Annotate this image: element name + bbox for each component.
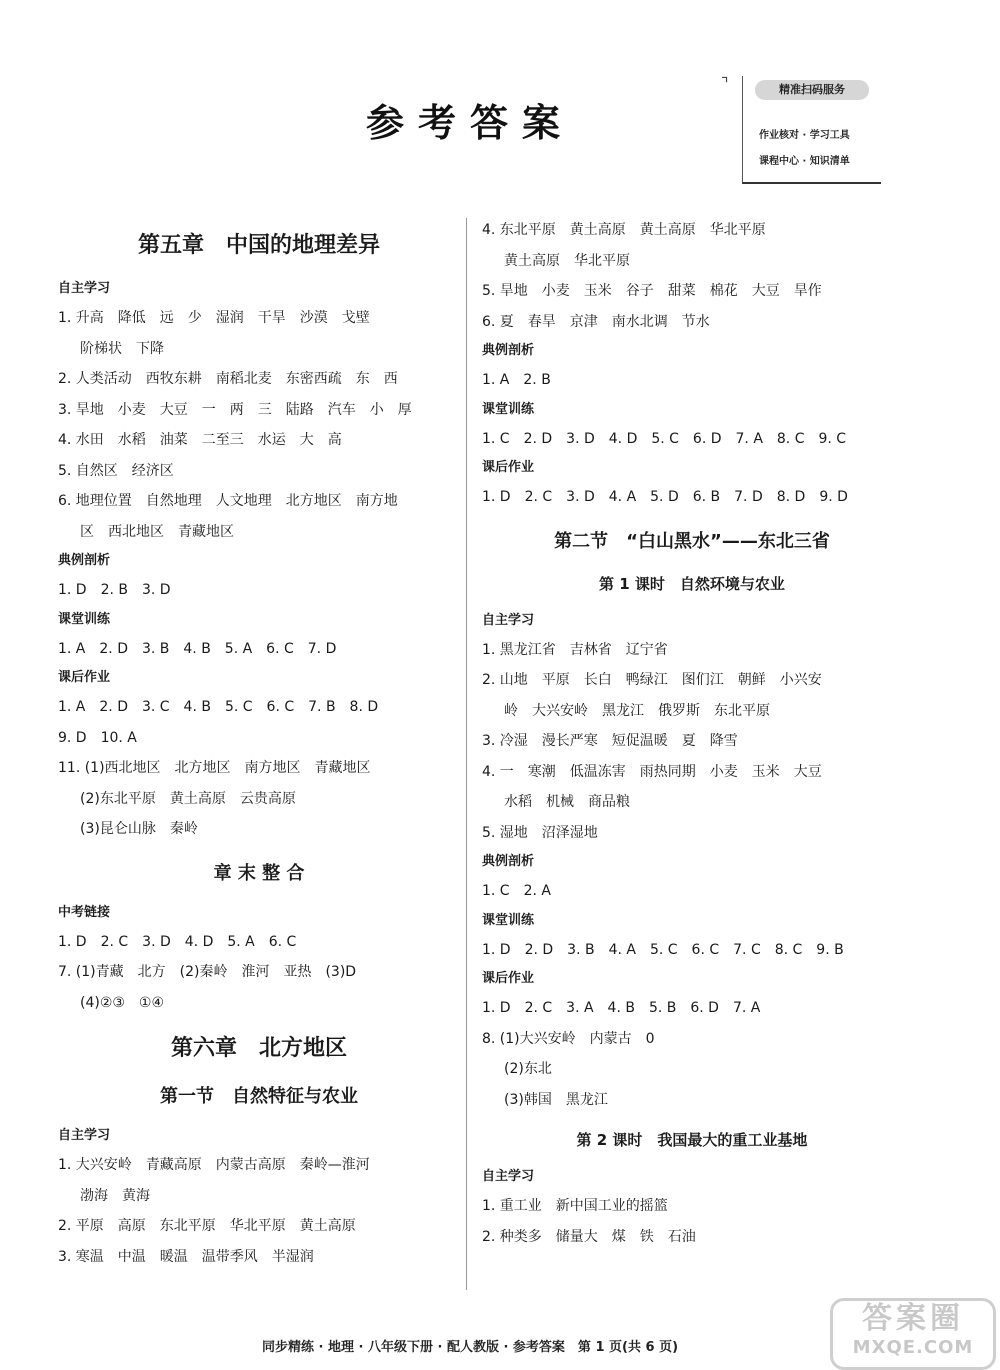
- section-title: 第二节 “白山黑水”——东北三省: [554, 530, 830, 552]
- answer-line: 5. 旱地 小麦 玉米 谷子 甜菜 棉花 大豆 旱作: [482, 283, 822, 299]
- answer-line: 6. 夏 春旱 京津 南水北调 节水: [482, 313, 710, 330]
- answer-line: 1. D 2. D 3. B 4. A 5. C 6. C 7. C 8. C 9. B: [482, 941, 844, 958]
- section-head: 课堂训练: [482, 401, 535, 417]
- answer-line: 1. A 2. B: [482, 372, 551, 388]
- watermark-logo: [830, 1298, 996, 1370]
- lesson-title: 第 1 课时 自然环境与农业: [599, 574, 785, 593]
- answer-line: 6. 地理位置 自然地理 人文地理 北方地区 南方地: [58, 493, 398, 509]
- chapter-title: 第五章 中国的地理差异: [137, 233, 380, 258]
- answer-line: 2. 平原 高原 东北平原 华北平原 黄土高原: [58, 1218, 356, 1234]
- left-column: [58, 215, 460, 1272]
- answer-line: 1. A 2. D 3. C 4. B 5. C 6. C 7. B 8. D: [58, 699, 379, 715]
- answer-line: 渤海 黄海: [80, 1187, 150, 1204]
- answer-line: 5. 自然区 经济区: [58, 462, 174, 479]
- page-title: 参考答案: [365, 101, 574, 145]
- watermark-domain: MXQE.COM: [852, 1337, 974, 1358]
- answer-line: 1. C 2. D 3. D 4. D 5. C 6. D 7. A 8. C 9. C: [482, 430, 847, 447]
- answer-line: 4. 水田 水稻 油菜 二至三 水运 大 高: [58, 432, 342, 448]
- section-head: 课后作业: [482, 460, 535, 475]
- answer-line: 1. D 2. C 3. D 4. A 5. D 6. B 7. D 8. D 9. D: [482, 489, 848, 505]
- lesson-title: 第 2 课时 我国最大的重工业基地: [576, 1131, 808, 1149]
- answer-line: 1. 黑龙江省 吉林省 辽宁省: [482, 641, 668, 658]
- badge-line-2: 课程中心 · 知识清单: [759, 156, 850, 167]
- right-column: [482, 215, 902, 1252]
- answer-line: 4. 东北平原 黄土高原 黄土高原 华北平原: [482, 222, 766, 238]
- section-head: 典例剖析: [482, 854, 535, 869]
- badge-header: 精准扫码服务: [755, 80, 869, 100]
- answer-line: (2)东北: [504, 1061, 552, 1077]
- answer-line: 2. 山地 平原 长白 鸭绿江 图们江 朝鲜 小兴安: [482, 672, 822, 688]
- answer-line: 3. 寒温 中温 暖温 温带季风 半湿润: [58, 1248, 314, 1265]
- answer-line: 水稻 机械 商品粮: [504, 794, 630, 810]
- chapter-title: 第六章 北方地区: [170, 1036, 347, 1061]
- answer-line: 1. 重工业 新中国工业的摇篮: [482, 1198, 668, 1214]
- answer-line: 1. C 2. A: [482, 883, 551, 899]
- answer-line: 5. 湿地 沼泽湿地: [482, 824, 598, 841]
- answer-line: 3. 冷湿 漫长严寒 短促温暖 夏 降雪: [482, 733, 738, 749]
- answer-line: 1. A 2. D 3. B 4. B 5. A 6. C 7. D: [58, 640, 337, 657]
- corner-mark-icon: ⌝: [721, 74, 729, 93]
- section-head: 自主学习: [482, 1169, 535, 1184]
- section-head: 中考链接: [58, 904, 111, 920]
- answer-line: 9. D 10. A: [58, 729, 137, 746]
- page-footer: 同步精练 · 地理 · 八年级下册 · 配人教版 · 参考答案 第 1 页(共 6 页): [261, 1340, 679, 1355]
- answer-line: 8. (1)大兴安岭 内蒙古 0: [482, 1030, 655, 1047]
- section-head: 课后作业: [482, 971, 535, 986]
- answer-line: 3. 旱地 小麦 大豆 一 两 三 陆路 汽车 小 厚: [58, 401, 412, 418]
- answer-line: (3)昆仑山脉 秦岭: [80, 821, 198, 837]
- summary-title: 章 末 整 合: [213, 862, 305, 884]
- badge-line-1: 作业核对 · 学习工具: [759, 130, 850, 141]
- section-head: 典例剖析: [58, 553, 111, 568]
- section-head: 课堂训练: [58, 611, 111, 627]
- answer-line: 区 西北地区 青藏地区: [80, 523, 234, 540]
- answer-line: 黄土高原 华北平原: [504, 252, 630, 269]
- answer-line: (3)韩国 黑龙江: [504, 1091, 608, 1108]
- section-head: 典例剖析: [482, 343, 535, 358]
- answer-line: 1. D 2. B 3. D: [58, 582, 171, 598]
- section-head: 自主学习: [58, 1128, 111, 1143]
- qr-service-badge: [721, 74, 881, 184]
- answer-line: 11. (1)西北地区 北方地区 南方地区 青藏地区: [58, 760, 371, 776]
- answer-line: (2)东北平原 黄土高原 云贵高原: [80, 790, 296, 807]
- answer-line: 岭 大兴安岭 黑龙江 俄罗斯 东北平原: [504, 702, 770, 719]
- section-head: 课堂训练: [482, 912, 535, 928]
- answer-line: 1. 大兴安岭 青藏高原 内蒙古高原 秦岭—淮河: [58, 1157, 370, 1173]
- column-divider: [466, 218, 467, 1290]
- answer-line: 7. (1)青藏 北方 (2)秦岭 淮河 亚热 (3)D: [58, 964, 357, 980]
- answer-line: 4. 一 寒潮 低温冻害 雨热同期 小麦 玉米 大豆: [482, 763, 822, 780]
- answer-line: 2. 种类多 储量大 煤 铁 石油: [482, 1228, 696, 1245]
- answer-line: 1. D 2. C 3. D 4. D 5. A 6. C: [58, 933, 297, 950]
- section-head: 自主学习: [58, 281, 111, 296]
- answer-line: 2. 人类活动 西牧东耕 南稻北麦 东密西疏 东 西: [58, 371, 398, 387]
- answer-line: 1. D 2. C 3. A 4. B 5. B 6. D 7. A: [482, 1000, 761, 1016]
- watermark-text: 答案圈: [862, 1301, 964, 1336]
- section-title: 第一节 自然特征与农业: [160, 1086, 358, 1107]
- section-head: 课后作业: [58, 670, 111, 685]
- answer-line: (4)②③ ①④: [80, 994, 165, 1011]
- section-head: 自主学习: [482, 612, 535, 628]
- answer-line: 阶梯状 下降: [80, 340, 164, 357]
- answer-line: 1. 升高 降低 远 少 湿润 干旱 沙漠 戈壁: [58, 310, 370, 326]
